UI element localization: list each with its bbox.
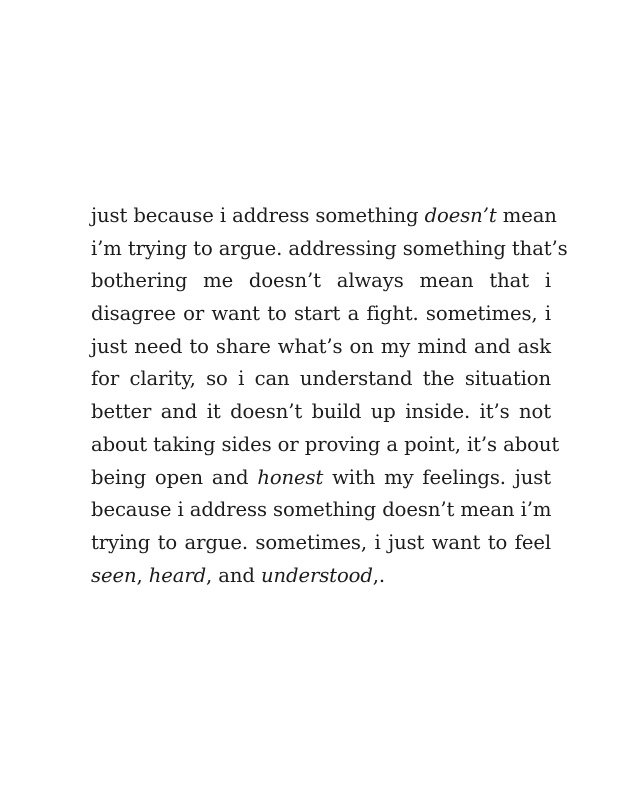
quote-line <box>91 363 551 396</box>
emphasis-run: understood <box>260 563 373 587</box>
text-run: mean <box>496 204 557 227</box>
text-run: ,. <box>372 563 386 587</box>
quote-line <box>91 298 551 331</box>
quote-text <box>91 200 568 592</box>
quote-line <box>91 560 551 593</box>
emphasis-run: seen <box>91 563 137 587</box>
text-run: about taking sides or proving a point, it’s about <box>91 432 560 456</box>
text-run: better and it doesn’t build up inside. it’s not <box>91 400 551 424</box>
quote-line <box>91 265 551 298</box>
emphasis-run: honest <box>257 465 324 489</box>
text-run: with my feelings. just <box>323 465 551 489</box>
quote-line <box>91 331 551 364</box>
text-run: i’m trying to argue. addressing something that’s <box>91 236 568 260</box>
text-run: for clarity, so i can understand the situation <box>91 367 551 391</box>
quote-line <box>91 462 551 495</box>
text-run: trying to argue. sometimes, i just want to feel <box>91 530 551 554</box>
quote-line <box>91 494 551 527</box>
text-run: , and <box>206 563 261 587</box>
quote-line <box>91 233 568 266</box>
text-run: being open and <box>91 465 258 489</box>
text-run: just because i address something <box>91 204 425 227</box>
emphasis-run: doesn’t <box>424 204 497 227</box>
quote-line <box>91 200 557 233</box>
quote-line <box>91 396 551 429</box>
text-run: bothering me doesn’t always mean that i <box>91 269 551 293</box>
text-run: because i address something doesn’t mean i’m <box>91 498 552 522</box>
text-run: disagree or want to start a fight. sometimes, i <box>91 302 551 326</box>
quote-line <box>91 527 551 560</box>
quote-line <box>91 429 560 462</box>
text-run: just need to share what’s on my mind and ask <box>91 334 551 358</box>
text-run: , <box>136 563 149 587</box>
emphasis-run: heard <box>148 563 207 587</box>
